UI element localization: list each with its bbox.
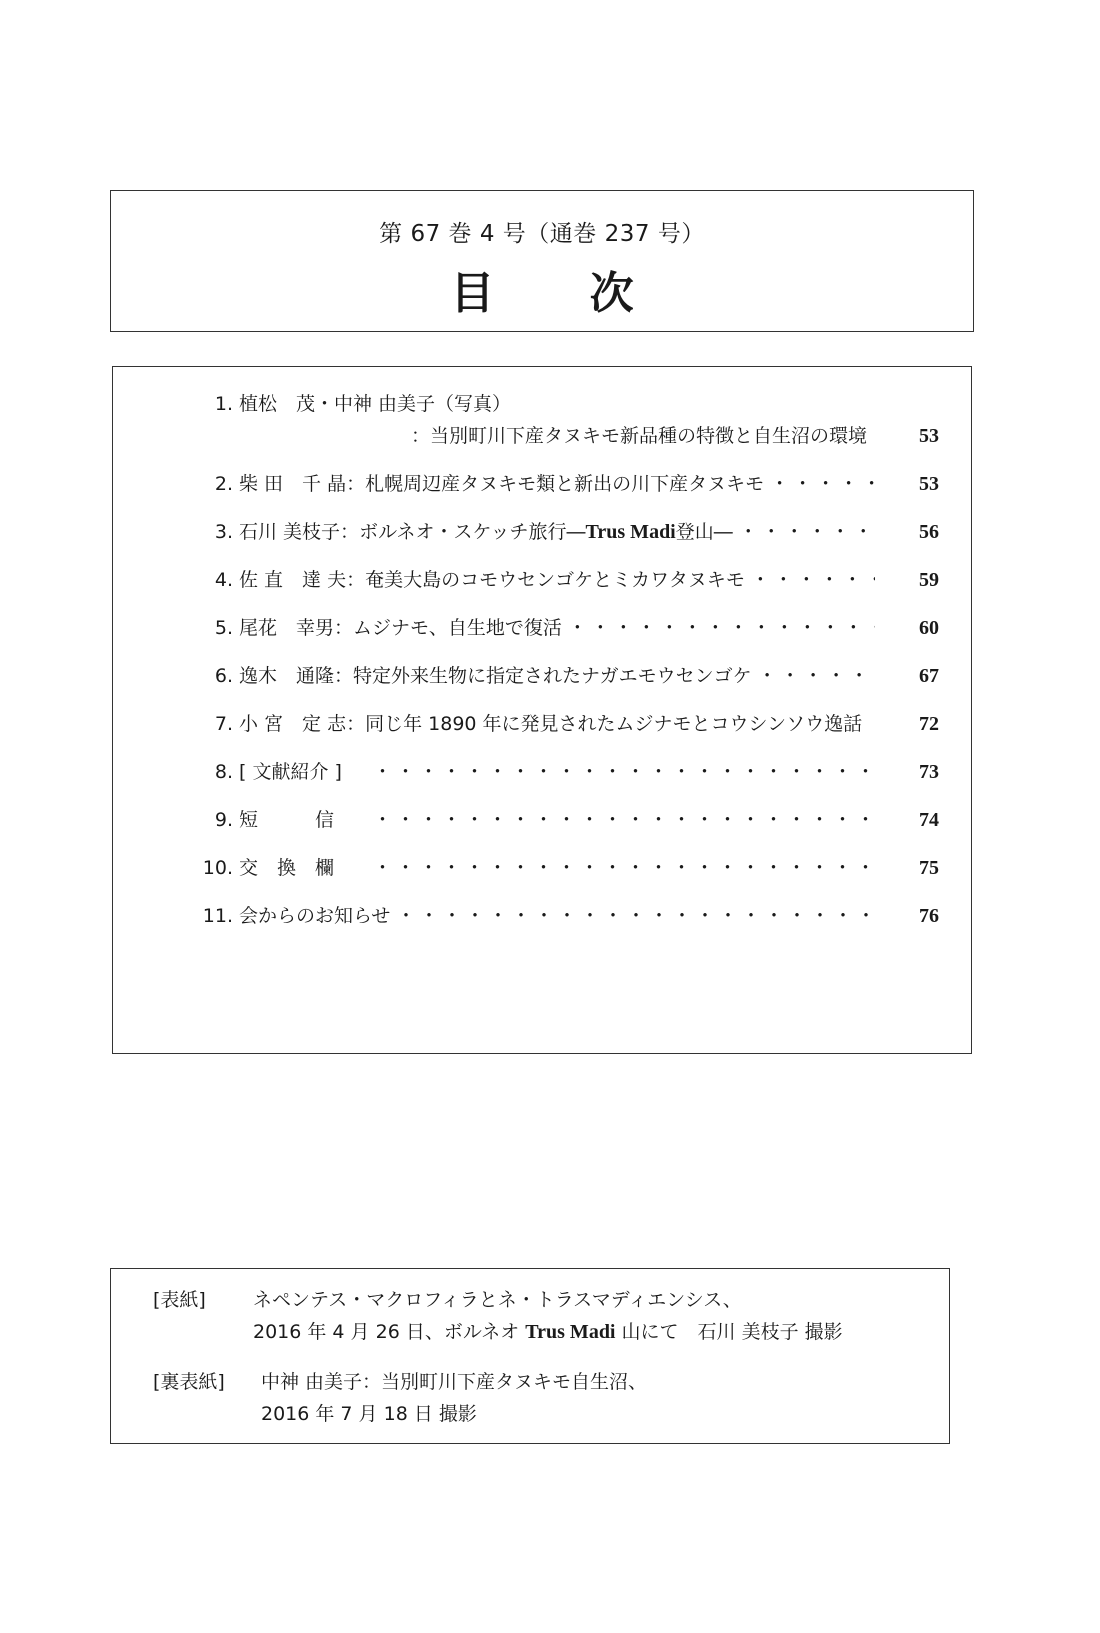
toc-leader-dots bbox=[733, 517, 875, 547]
toc-page: 72 bbox=[919, 713, 939, 735]
toc-title: 同じ年 1890 年に発見されたムジナモとコウシンソウ逸話 bbox=[365, 713, 863, 735]
toc-leader-dots bbox=[562, 613, 875, 643]
toc-page: 60 bbox=[919, 617, 939, 639]
toc-entry-2[interactable] bbox=[149, 469, 939, 499]
toc-entry-8[interactable] bbox=[149, 757, 939, 787]
toc-number: 9. bbox=[214, 809, 233, 831]
front-cover-label: [表紙] bbox=[153, 1289, 206, 1311]
toc-number: 11. bbox=[202, 905, 233, 927]
toc-page: 56 bbox=[919, 521, 939, 543]
toc-number: 5. bbox=[214, 617, 233, 639]
toc-entry-7[interactable] bbox=[149, 709, 939, 739]
toc-entry-4[interactable] bbox=[149, 565, 939, 595]
toc-title-emphasis: Trus Madi bbox=[585, 521, 676, 543]
toc-leader-dots bbox=[862, 709, 875, 739]
toc-number: 1. bbox=[214, 393, 233, 415]
toc-title: 短 信 bbox=[239, 809, 335, 831]
toc-leader-dots bbox=[867, 421, 875, 451]
toc-page: 59 bbox=[919, 569, 939, 591]
toc-separator: ： bbox=[346, 713, 366, 735]
toc-author: 小 宮 定 志 bbox=[239, 713, 347, 735]
toc-entry-3[interactable] bbox=[149, 517, 939, 547]
toc-author: 石川 美枝子 bbox=[239, 521, 341, 543]
toc-title: 札幌周辺産タヌキモ類と新出の川下産タヌキモ bbox=[365, 473, 765, 495]
toc-entry-6[interactable] bbox=[149, 661, 939, 691]
toc-number: 7. bbox=[214, 713, 233, 735]
toc-page: 53 bbox=[919, 425, 939, 447]
toc-page: 73 bbox=[919, 761, 939, 783]
toc-separator: ： bbox=[334, 665, 354, 687]
back-cover-line-2: 2016 年 7 月 18 日 撮影 bbox=[261, 1403, 477, 1425]
toc-title-suffix: 登山― bbox=[675, 521, 733, 543]
toc-number: 4. bbox=[214, 569, 233, 591]
toc-number: 2. bbox=[214, 473, 233, 495]
front-cover-line-2-post: 山にて 石川 美枝子 撮影 bbox=[615, 1321, 843, 1343]
toc-leader-dots bbox=[367, 757, 875, 787]
toc-page: 76 bbox=[919, 905, 939, 927]
toc-leader-dots bbox=[752, 661, 875, 691]
issue-header-box bbox=[110, 190, 974, 332]
toc-separator: ： bbox=[334, 617, 354, 639]
toc-page: 74 bbox=[919, 809, 939, 831]
toc-leader-dots bbox=[745, 565, 875, 595]
toc-author: 植松 茂・中神 由美子（写真） bbox=[239, 393, 512, 415]
toc-page: 67 bbox=[919, 665, 939, 687]
toc-page: 53 bbox=[919, 473, 939, 495]
toc-title: 交 換 欄 bbox=[239, 857, 335, 879]
toc-entry-11[interactable] bbox=[149, 901, 939, 931]
toc-page: 75 bbox=[919, 857, 939, 879]
back-cover-label: [裏表紙] bbox=[153, 1371, 225, 1393]
toc-author: 尾花 幸男 bbox=[239, 617, 335, 639]
toc-entry-10[interactable] bbox=[149, 853, 939, 883]
toc-entry-5[interactable] bbox=[149, 613, 939, 643]
toc-title: [ 文献紹介 ] bbox=[239, 761, 342, 783]
toc-number: 3. bbox=[214, 521, 233, 543]
toc-entry-9[interactable] bbox=[149, 805, 939, 835]
front-cover-line-2-pre: 2016 年 4 月 26 日、ボルネオ bbox=[253, 1321, 526, 1343]
cover-credits-box bbox=[110, 1268, 950, 1444]
toc-leader-dots bbox=[367, 805, 875, 835]
toc-title: 特定外来生物に指定されたナガエモウセンゴケ bbox=[353, 665, 752, 687]
page-title: 目 次 bbox=[450, 268, 674, 319]
toc-entry-1-title[interactable] bbox=[149, 421, 939, 451]
issue-number: 第 67 巻 4 号（通巻 237 号） bbox=[379, 221, 705, 247]
toc-title-prefix: ボルネオ・スケッチ旅行― bbox=[359, 521, 586, 543]
front-cover-line-2-em: Trus Madi bbox=[525, 1321, 616, 1343]
toc-number: 6. bbox=[214, 665, 233, 687]
table-of-contents bbox=[112, 366, 972, 1054]
toc-leader-dots bbox=[764, 469, 875, 499]
toc-author: 佐 直 達 夫 bbox=[239, 569, 347, 591]
toc-number: 10. bbox=[202, 857, 233, 879]
back-cover-line-1: 中神 由美子：当別町川下産タヌキモ自生沼、 bbox=[261, 1371, 648, 1393]
toc-separator: ： bbox=[340, 521, 360, 543]
toc-leader-dots bbox=[390, 901, 875, 931]
toc-title: 奄美大島のコモウセンゴケとミカワタヌキモ bbox=[365, 569, 745, 591]
toc-number: 8. bbox=[214, 761, 233, 783]
toc-leader-dots bbox=[367, 853, 875, 883]
front-cover-line-1: ネペンテス・マクロフィラとネ・トラスマディエンシス、 bbox=[253, 1289, 742, 1311]
toc-author: 柴 田 千 晶 bbox=[239, 473, 347, 495]
front-cover-line-2 bbox=[253, 1317, 843, 1348]
toc-title: 会からのお知らせ bbox=[239, 905, 391, 927]
toc-separator: ： bbox=[346, 569, 366, 591]
toc-author: 逸木 通隆 bbox=[239, 665, 335, 687]
toc-title: ：当別町川下産タヌキモ新品種の特徴と自生沼の環境 bbox=[411, 425, 868, 447]
toc-separator: ： bbox=[346, 473, 366, 495]
toc-entry-1[interactable] bbox=[149, 389, 939, 419]
toc-title: ムジナモ、自生地で復活 bbox=[353, 617, 562, 639]
